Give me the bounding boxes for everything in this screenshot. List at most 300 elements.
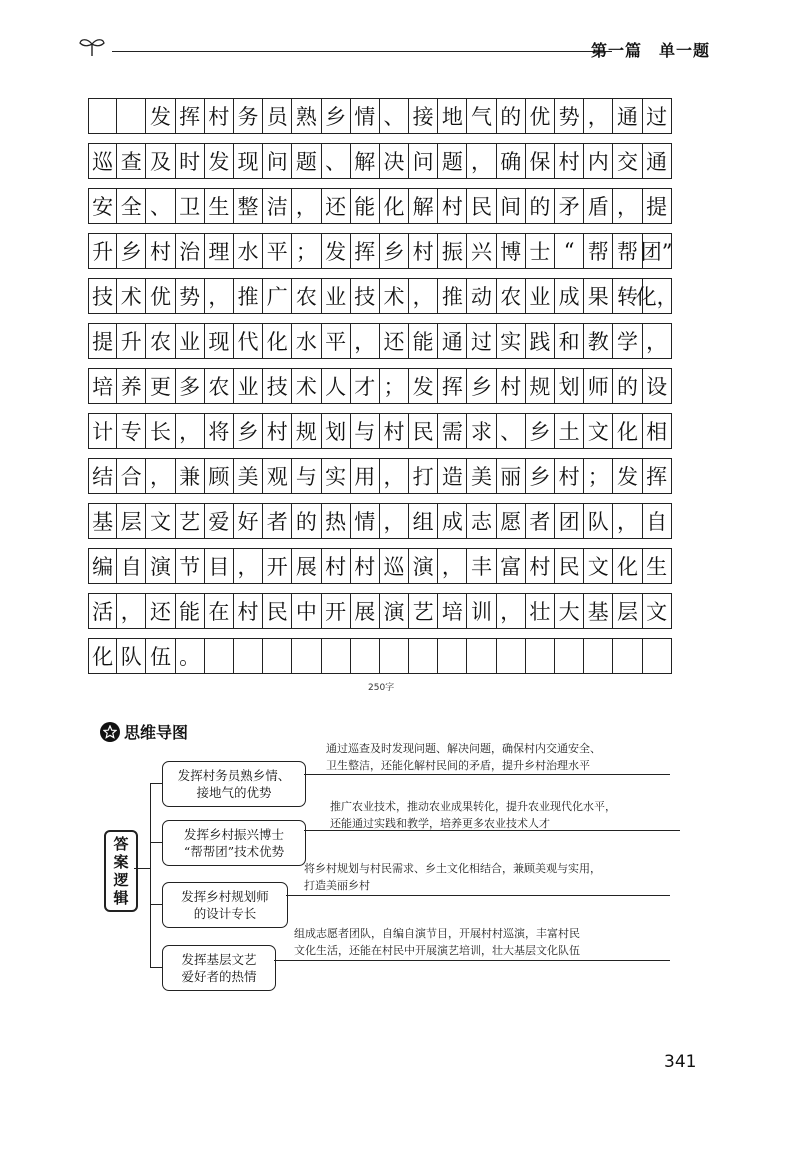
- root-char: 辑: [113, 889, 129, 907]
- grid-cell: 卫: [176, 188, 205, 224]
- page-header: [78, 34, 710, 62]
- grid-cell: [526, 638, 555, 674]
- grid-cell: 好: [234, 503, 263, 539]
- grid-cell: 能: [351, 188, 380, 224]
- grid-cell: 村: [380, 413, 409, 449]
- grid-cell: [497, 638, 526, 674]
- grid-cell: 挥: [643, 458, 672, 494]
- grid-cell: 美: [234, 458, 263, 494]
- detail-rule: [274, 960, 670, 961]
- grid-cell: 文: [584, 548, 613, 584]
- grid-cell: 更: [146, 368, 175, 404]
- grid-cell: 士: [526, 233, 555, 269]
- grid-cell: 术: [380, 278, 409, 314]
- grid-cell: 巡: [88, 143, 117, 179]
- grid-cell: 才: [351, 368, 380, 404]
- grid-cell: [351, 638, 380, 674]
- detail-rule: [286, 895, 670, 896]
- grid-cell: 村: [351, 548, 380, 584]
- grid-cell: 村: [205, 98, 234, 134]
- grid-cell: [117, 98, 146, 134]
- grid-cell: ，: [380, 503, 409, 539]
- grid-cell: 。: [176, 638, 205, 674]
- mindmap-title: 思维导图: [124, 723, 189, 742]
- grid-cell: 划: [322, 413, 351, 449]
- grid-cell: 划: [555, 368, 584, 404]
- grid-cell: 化: [380, 188, 409, 224]
- grid-cell: 民: [263, 593, 292, 629]
- grid-cell: 教: [584, 323, 613, 359]
- grid-cell: 设: [643, 368, 672, 404]
- grid-cell: 兴: [467, 233, 496, 269]
- grid-cell: 化: [263, 323, 292, 359]
- branch-detail: [330, 798, 616, 832]
- grid-cell: 矛: [555, 188, 584, 224]
- grid-cell: [584, 638, 613, 674]
- grid-cell: 广: [263, 278, 292, 314]
- grid-cell: 势: [555, 98, 584, 134]
- grid-cell: 务: [234, 98, 263, 134]
- grid-cell: 村: [322, 548, 351, 584]
- grid-cell: 人: [322, 368, 351, 404]
- grid-cell: 乡: [526, 413, 555, 449]
- branch-detail: [294, 925, 580, 959]
- grid-cell: 、: [146, 188, 175, 224]
- grid-cell: 规: [292, 413, 321, 449]
- grid-cell: 问: [409, 143, 438, 179]
- grid-cell: ，: [380, 458, 409, 494]
- grid-cell: 实: [322, 458, 351, 494]
- grid-cell: 盾: [584, 188, 613, 224]
- mindmap-branch-node: [162, 761, 306, 807]
- root-char: 案: [113, 853, 129, 871]
- grid-cell: 安: [88, 188, 117, 224]
- grid-cell: 文: [146, 503, 175, 539]
- grid-cell: 村: [555, 143, 584, 179]
- grid-cell: 、: [497, 413, 526, 449]
- mindmap-branch-node: [162, 882, 288, 928]
- grid-cell: 挥: [438, 368, 467, 404]
- grid-cell: 乡: [526, 458, 555, 494]
- sprout-icon: [78, 34, 106, 58]
- grid-cell: 发: [205, 143, 234, 179]
- page-number: 341: [664, 1052, 697, 1072]
- branch-label-line: 发挥乡村规划师: [181, 889, 269, 904]
- grid-cell: 爱: [205, 503, 234, 539]
- grid-row: [88, 233, 694, 269]
- grid-cell: 还: [146, 593, 175, 629]
- grid-cell: 过: [467, 323, 496, 359]
- grid-cell: ，: [292, 188, 321, 224]
- grid-cell: 基: [584, 593, 613, 629]
- grid-cell: 帮: [613, 233, 642, 269]
- essay-answer-grid: [88, 98, 694, 683]
- grid-cell: 艺: [409, 593, 438, 629]
- grid-cell: 的: [497, 98, 526, 134]
- grid-cell: 振: [438, 233, 467, 269]
- grid-cell: 合: [117, 458, 146, 494]
- branch-label-line: 接地气的优势: [196, 785, 272, 800]
- grid-cell: 村: [263, 413, 292, 449]
- grid-cell: 多: [176, 368, 205, 404]
- grid-cell: 伍: [146, 638, 175, 674]
- grid-cell: 治: [176, 233, 205, 269]
- grid-cell: 美: [467, 458, 496, 494]
- grid-cell: 转: [613, 278, 642, 314]
- grid-cell: 帮: [584, 233, 613, 269]
- grid-cell: 能: [176, 593, 205, 629]
- branch-label-line: “帮帮团”技术优势: [183, 844, 285, 859]
- grid-cell: ，: [584, 98, 613, 134]
- connector-branch-1: [150, 783, 162, 784]
- grid-cell: 在: [205, 593, 234, 629]
- grid-row: [88, 143, 694, 179]
- grid-cell: [88, 98, 117, 134]
- grid-cell: 术: [292, 368, 321, 404]
- grid-cell: 业: [526, 278, 555, 314]
- grid-cell: 演: [409, 548, 438, 584]
- grid-cell: 编: [88, 548, 117, 584]
- grid-cell: [409, 638, 438, 674]
- grid-cell: 民: [467, 188, 496, 224]
- grid-cell: 求: [467, 413, 496, 449]
- grid-cell: 乡: [322, 98, 351, 134]
- branch-label-line: 发挥基层文艺: [181, 952, 257, 967]
- grid-cell: 团”: [643, 233, 672, 269]
- grid-cell: 、: [380, 98, 409, 134]
- grid-cell: 生: [205, 188, 234, 224]
- grid-cell: [205, 638, 234, 674]
- grid-cell: 顾: [205, 458, 234, 494]
- grid-cell: 养: [117, 368, 146, 404]
- grid-cell: 交: [613, 143, 642, 179]
- grid-cell: 培: [88, 368, 117, 404]
- grid-cell: 村: [234, 593, 263, 629]
- grid-cell: 通: [643, 143, 672, 179]
- grid-cell: 能: [409, 323, 438, 359]
- grid-row: [88, 638, 694, 674]
- grid-cell: 农: [497, 278, 526, 314]
- detail-line: 卫生整洁，还能化解村民间的矛盾，提升乡村治理水平: [326, 759, 590, 772]
- grid-cell: 农: [205, 368, 234, 404]
- grid-cell: 代: [234, 323, 263, 359]
- grid-cell: 接: [409, 98, 438, 134]
- grid-cell: 的: [613, 368, 642, 404]
- grid-cell: 时: [176, 143, 205, 179]
- connector-branch-3: [150, 904, 162, 905]
- grid-cell: 现: [234, 143, 263, 179]
- grid-cell: 洁: [263, 188, 292, 224]
- grid-cell: ，: [176, 413, 205, 449]
- grid-cell: 学: [613, 323, 642, 359]
- grid-cell: 者: [526, 503, 555, 539]
- grid-cell: 师: [584, 368, 613, 404]
- grid-cell: 富: [497, 548, 526, 584]
- grid-cell: ，: [467, 143, 496, 179]
- grid-cell: 层: [613, 593, 642, 629]
- grid-cell: 情: [351, 98, 380, 134]
- grid-cell: 相: [643, 413, 672, 449]
- grid-cell: 情: [351, 503, 380, 539]
- grid-cell: 熟: [292, 98, 321, 134]
- grid-cell: [263, 638, 292, 674]
- branch-label-line: 发挥村务员熟乡情、: [177, 768, 291, 783]
- detail-line: 推广农业技术，推动农业成果转化，提升农业现代化水平，: [330, 800, 616, 813]
- grid-cell: 挥: [176, 98, 205, 134]
- grid-cell: 热: [322, 503, 351, 539]
- grid-cell: 业: [322, 278, 351, 314]
- grid-cell: 提: [643, 188, 672, 224]
- grid-cell: 践: [526, 323, 555, 359]
- grid-cell: 与: [351, 413, 380, 449]
- grid-cell: 化: [613, 413, 642, 449]
- grid-cell: 结: [88, 458, 117, 494]
- grid-cell: 平: [263, 233, 292, 269]
- grid-cell: 平: [322, 323, 351, 359]
- detail-line: 文化生活，还能在村民中开展演艺培训，壮大基层文化队伍: [294, 944, 580, 957]
- grid-cell: 丰: [467, 548, 496, 584]
- grid-cell: 现: [205, 323, 234, 359]
- grid-cell: ，: [146, 458, 175, 494]
- grid-cell: 博: [497, 233, 526, 269]
- grid-cell: 乡: [117, 233, 146, 269]
- grid-cell: 基: [88, 503, 117, 539]
- grid-cell: 解: [351, 143, 380, 179]
- grid-row: [88, 188, 694, 224]
- grid-cell: 水: [234, 233, 263, 269]
- grid-cell: 计: [88, 413, 117, 449]
- grid-cell: 挥: [351, 233, 380, 269]
- grid-cell: ，: [409, 278, 438, 314]
- grid-cell: ，: [205, 278, 234, 314]
- grid-cell: 和: [555, 323, 584, 359]
- branch-detail: [304, 860, 601, 894]
- detail-line: 通过巡查及时发现问题、解决问题，确保村内交通安全、: [326, 742, 601, 755]
- grid-cell: ，: [438, 548, 467, 584]
- grid-cell: 升: [117, 323, 146, 359]
- grid-cell: ，: [613, 503, 642, 539]
- grid-cell: ，: [234, 548, 263, 584]
- grid-cell: 层: [117, 503, 146, 539]
- grid-cell: 需: [438, 413, 467, 449]
- grid-cell: 丽: [497, 458, 526, 494]
- grid-cell: 内: [584, 143, 613, 179]
- grid-row: [88, 458, 694, 494]
- grid-cell: 乡: [380, 233, 409, 269]
- grid-cell: 升: [88, 233, 117, 269]
- grid-cell: 通: [438, 323, 467, 359]
- grid-cell: 培: [438, 593, 467, 629]
- grid-cell: ；: [292, 233, 321, 269]
- grid-cell: 技: [88, 278, 117, 314]
- grid-cell: 确: [497, 143, 526, 179]
- grid-cell: 活: [88, 593, 117, 629]
- grid-cell: 队: [117, 638, 146, 674]
- grid-cell: 业: [176, 323, 205, 359]
- grid-cell: 村: [497, 368, 526, 404]
- grid-cell: “: [555, 233, 584, 269]
- grid-cell: 推: [234, 278, 263, 314]
- grid-cell: 将: [205, 413, 234, 449]
- grid-cell: 动: [467, 278, 496, 314]
- grid-cell: 造: [438, 458, 467, 494]
- grid-cell: 愿: [497, 503, 526, 539]
- grid-row: [88, 323, 694, 359]
- grid-cell: ，: [643, 323, 672, 359]
- grid-cell: [234, 638, 263, 674]
- grid-cell: 技: [351, 278, 380, 314]
- grid-cell: [555, 638, 584, 674]
- grid-cell: 队: [584, 503, 613, 539]
- grid-cell: 土: [555, 413, 584, 449]
- grid-cell: 过: [643, 98, 672, 134]
- grid-cell: 题: [438, 143, 467, 179]
- grid-cell: 大: [555, 593, 584, 629]
- grid-cell: 业: [234, 368, 263, 404]
- grid-cell: 观: [263, 458, 292, 494]
- grid-cell: 优: [146, 278, 175, 314]
- grid-cell: 通: [613, 98, 642, 134]
- grid-cell: 发: [409, 368, 438, 404]
- detail-line: 组成志愿者团队，自编自演节目，开展村村巡演，丰富村民: [294, 927, 580, 940]
- grid-cell: 壮: [526, 593, 555, 629]
- grid-cell: 成: [438, 503, 467, 539]
- chapter-title: 第一篇 单一题: [590, 41, 710, 60]
- grid-cell: 解: [409, 188, 438, 224]
- grid-cell: 、: [322, 143, 351, 179]
- connector-spine: [150, 783, 151, 967]
- connector-trunk: [134, 868, 150, 869]
- grid-cell: 训: [467, 593, 496, 629]
- detail-line: 还能通过实践和教学，培养更多农业技术人才: [330, 817, 550, 830]
- grid-row: [88, 98, 694, 134]
- grid-cell: 演: [146, 548, 175, 584]
- grid-cell: 发: [322, 233, 351, 269]
- grid-cell: 地: [438, 98, 467, 134]
- grid-cell: 的: [292, 503, 321, 539]
- grid-cell: 文: [643, 593, 672, 629]
- grid-cell: 优: [526, 98, 555, 134]
- grid-cell: 水: [292, 323, 321, 359]
- grid-cell: 乡: [467, 368, 496, 404]
- grid-row: [88, 593, 694, 629]
- mindmap-root-node: [104, 830, 138, 912]
- grid-cell: 化，: [643, 278, 672, 314]
- grid-cell: 村: [409, 233, 438, 269]
- grid-cell: 兼: [176, 458, 205, 494]
- grid-cell: 决: [380, 143, 409, 179]
- grid-cell: 团: [555, 503, 584, 539]
- grid-cell: 展: [292, 548, 321, 584]
- connector-branch-2: [150, 842, 162, 843]
- grid-cell: 发: [146, 98, 175, 134]
- grid-cell: 展: [351, 593, 380, 629]
- grid-cell: 中: [292, 593, 321, 629]
- mindmap-branch-node: [162, 945, 276, 991]
- grid-cell: [613, 638, 642, 674]
- grid-cell: 势: [176, 278, 205, 314]
- grid-cell: [467, 638, 496, 674]
- grid-cell: 者: [263, 503, 292, 539]
- root-char: 答: [113, 835, 129, 853]
- grid-cell: 艺: [176, 503, 205, 539]
- grid-cell: 化: [88, 638, 117, 674]
- root-char: 逻: [113, 871, 129, 889]
- grid-row: [88, 278, 694, 314]
- grid-cell: 气: [467, 98, 496, 134]
- grid-cell: 题: [292, 143, 321, 179]
- grid-cell: ；: [380, 368, 409, 404]
- branch-label-line: 爱好者的热情: [181, 969, 257, 984]
- grid-cell: 实: [497, 323, 526, 359]
- branch-label-line: 的设计专长: [193, 906, 257, 921]
- grid-cell: 节: [176, 548, 205, 584]
- grid-cell: 自: [643, 503, 672, 539]
- grid-cell: [643, 638, 672, 674]
- grid-cell: 技: [263, 368, 292, 404]
- grid-cell: 自: [117, 548, 146, 584]
- detail-line: 打造美丽乡村: [304, 879, 370, 892]
- grid-cell: ；: [584, 458, 613, 494]
- mindmap-branch-node: [162, 820, 306, 866]
- grid-cell: 目: [205, 548, 234, 584]
- grid-cell: 问: [263, 143, 292, 179]
- grid-cell: 开: [263, 548, 292, 584]
- grid-cell: 提: [88, 323, 117, 359]
- connector-branch-4: [150, 967, 162, 968]
- grid-cell: 打: [409, 458, 438, 494]
- grid-cell: 间: [497, 188, 526, 224]
- grid-cell: [292, 638, 321, 674]
- grid-cell: [322, 638, 351, 674]
- grid-cell: 规: [526, 368, 555, 404]
- branch-detail: [326, 740, 601, 774]
- grid-cell: 演: [380, 593, 409, 629]
- grid-cell: ，: [613, 188, 642, 224]
- grid-cell: 民: [555, 548, 584, 584]
- grid-cell: 巡: [380, 548, 409, 584]
- grid-cell: ，: [117, 593, 146, 629]
- word-count-label: 250字: [368, 683, 395, 693]
- grid-cell: 还: [322, 188, 351, 224]
- grid-cell: 还: [380, 323, 409, 359]
- grid-cell: 生: [643, 548, 672, 584]
- grid-cell: 查: [117, 143, 146, 179]
- grid-cell: 用: [351, 458, 380, 494]
- grid-cell: 农: [292, 278, 321, 314]
- grid-cell: 村: [438, 188, 467, 224]
- grid-cell: 与: [292, 458, 321, 494]
- grid-cell: 果: [584, 278, 613, 314]
- grid-cell: 专: [117, 413, 146, 449]
- grid-cell: 村: [555, 458, 584, 494]
- grid-cell: ，: [497, 593, 526, 629]
- grid-row: [88, 368, 694, 404]
- grid-cell: 术: [117, 278, 146, 314]
- grid-cell: 组: [409, 503, 438, 539]
- grid-cell: 乡: [234, 413, 263, 449]
- grid-cell: 理: [205, 233, 234, 269]
- grid-cell: 保: [526, 143, 555, 179]
- header-rule: [112, 51, 612, 52]
- grid-row: [88, 548, 694, 584]
- grid-cell: 推: [438, 278, 467, 314]
- grid-cell: 长: [146, 413, 175, 449]
- grid-cell: ，: [351, 323, 380, 359]
- grid-cell: 开: [322, 593, 351, 629]
- branch-label-line: 发挥乡村振兴博士: [183, 827, 284, 842]
- grid-cell: 发: [613, 458, 642, 494]
